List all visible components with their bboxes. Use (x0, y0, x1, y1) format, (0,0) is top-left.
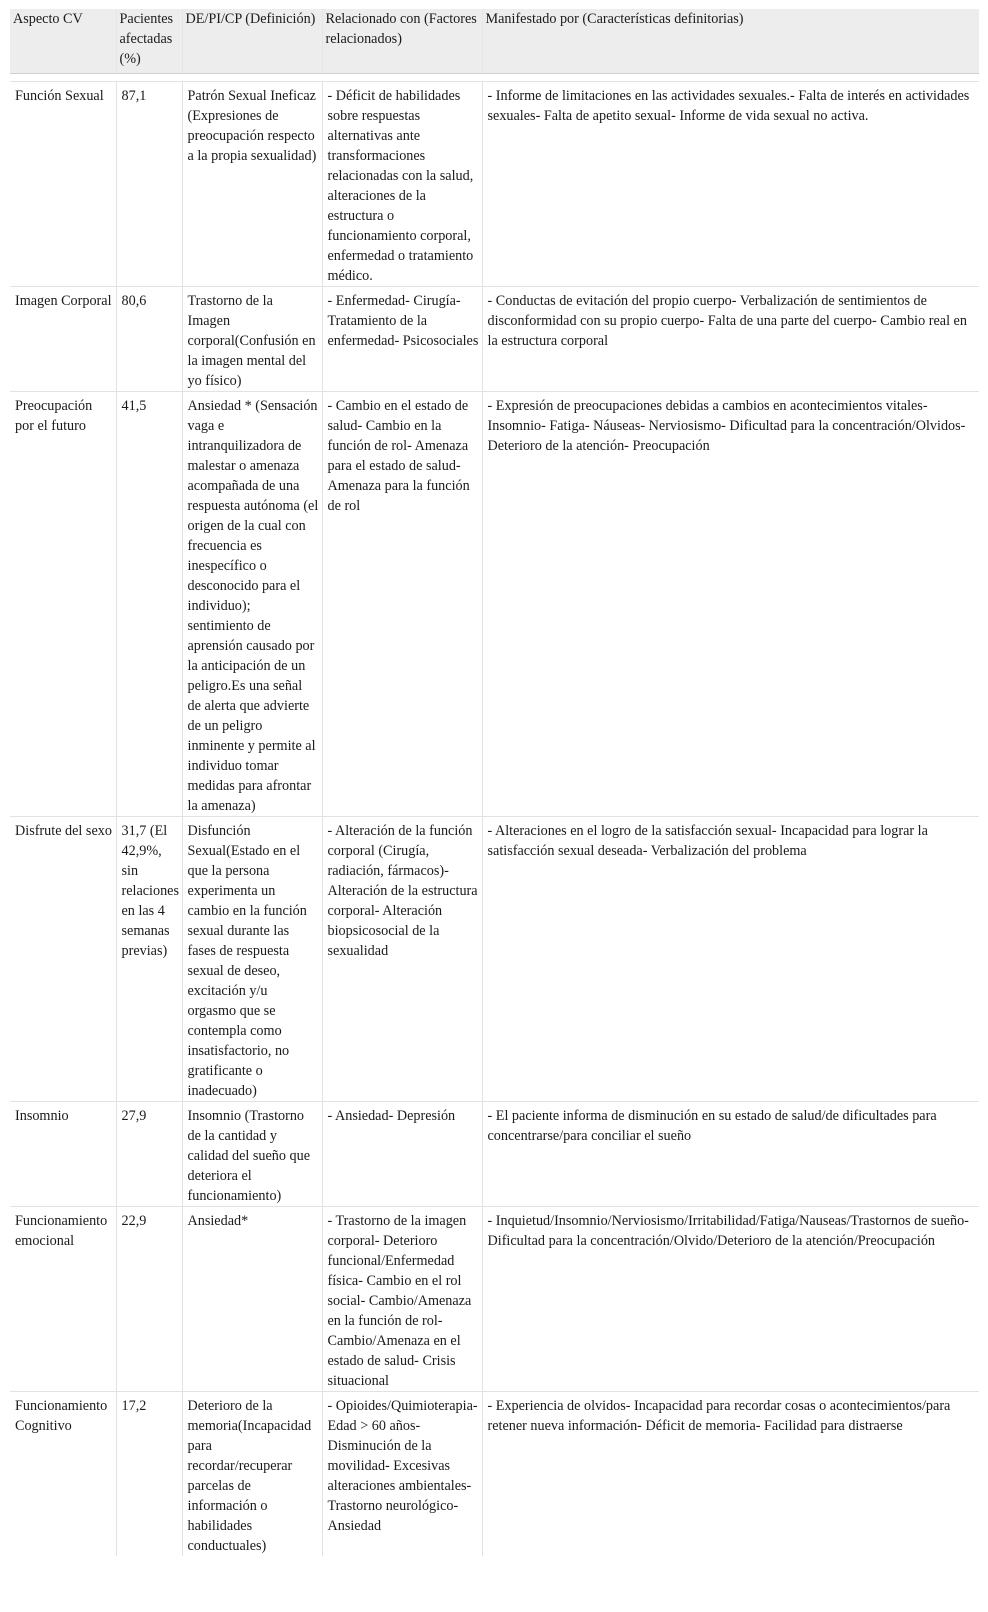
cell-related: - Déficit de habilidades sobre respuestas alternativas ante transformaciones relacionadas con la salud, alteraciones de la estructura o funcionamiento corporal, enfermedad o tratamiento médico. (322, 82, 482, 287)
cell-related: - Alteración de la función corporal (Cirugía, radiación, fármacos)- Alteración de la estructura corporal- Alteración biopsicosocial de la sexualidad (322, 817, 482, 1102)
cell-aspect: Funcionamiento emocional (10, 1207, 116, 1392)
cell-diagnosis: Insomnio (Trastorno de la cantidad y calidad del sueño que deteriora el funcionamiento) (182, 1102, 322, 1207)
spacer-row (10, 74, 979, 82)
header-diagnosis: DE/PI/CP (Definición) (182, 9, 322, 74)
cell-diagnosis: Ansiedad* (182, 1207, 322, 1392)
cell-related: - Ansiedad- Depresión (322, 1102, 482, 1207)
header-row (10, 9, 979, 74)
table-row (10, 392, 979, 817)
cell-percent: 17,2 (116, 1392, 182, 1557)
cell-manifested: - Expresión de preocupaciones debidas a cambios en acontecimientos vitales- Insomnio- Fatiga- Náuseas- Nerviosismo- Dificultad para la concentración/Olvidos- Deterioro de la atención- Preocupación (482, 392, 979, 817)
table-row (10, 82, 979, 287)
cell-related: - Cambio en el estado de salud- Cambio en la función de rol- Amenaza para el estado de salud- Amenaza para la función de rol (322, 392, 482, 817)
cell-aspect: Función Sexual (10, 82, 116, 287)
cell-percent: 22,9 (116, 1207, 182, 1392)
cell-manifested: - Informe de limitaciones en las actividades sexuales.- Falta de interés en actividades sexuales- Falta de apetito sexual- Informe de vida sexual no activa. (482, 82, 979, 287)
header-manifested: Manifestado por (Características definitorias) (482, 9, 979, 74)
cell-related: - Enfermedad- Cirugía- Tratamiento de la enfermedad- Psicosociales (322, 287, 482, 392)
cell-related: - Trastorno de la imagen corporal- Deterioro funcional/Enfermedad física- Cambio en el rol social- Cambio/Amenaza en la función de rol- Cambio/Amenaza en el estado de salud- Crisis situacional (322, 1207, 482, 1392)
cell-related: - Opioides/Quimioterapia- Edad > 60 años- Disminución de la movilidad- Excesivas alteraciones ambientales- Trastorno neurológico- Ansiedad (322, 1392, 482, 1557)
table-row (10, 1207, 979, 1392)
table-row (10, 1102, 979, 1207)
cell-percent: 31,7 (El 42,9%, sin relaciones en las 4 semanas previas) (116, 817, 182, 1102)
cell-aspect: Disfrute del sexo (10, 817, 116, 1102)
cell-manifested: - Inquietud/Insomnio/Nerviosismo/Irritabilidad/Fatiga/Nauseas/Trastornos de sueño- Dificultad para la concentración/Olvido/Deterioro de la atención/Preocupación (482, 1207, 979, 1392)
cell-diagnosis: Deterioro de la memoria(Incapacidad para recordar/recuperar parcelas de información o habilidades conductuales) (182, 1392, 322, 1557)
cell-aspect: Imagen Corporal (10, 287, 116, 392)
cell-manifested: - Experiencia de olvidos- Incapacidad para recordar cosas o acontecimientos/para retener nueva información- Déficit de memoria- Facilidad para distraerse (487, 1398, 951, 1434)
cell-aspect: Insomnio (10, 1102, 116, 1207)
cell-diagnosis: Trastorno de la Imagen corporal(Confusión en la imagen mental del yo físico) (182, 287, 322, 392)
cell-aspect: Preocupación por el futuro (10, 392, 116, 817)
cell-manifested: - Alteraciones en el logro de la satisfacción sexual- Incapacidad para lograr la satisfacción sexual deseada- Verbalización del problema (482, 817, 979, 1102)
table-body (10, 74, 979, 1557)
table-row (10, 287, 979, 392)
header-aspect: Aspecto CV (10, 9, 116, 74)
cell-percent: 87,1 (116, 82, 182, 287)
cell-percent: 27,9 (116, 1102, 182, 1207)
cell-diagnosis: Ansiedad * (Sensación vaga e intranquilizadora de malestar o amenaza acompañada de una respuesta autónoma (el origen de la cual con frecuencia es inespecífico o desconocido para el individuo); sentimiento de aprensión causado por la anticipación de un peligro.Es una señal de alerta que advierte de un peligro inminente y permite al individuo tomar medidas para afrontar la amenaza) (182, 392, 322, 817)
table-header (10, 9, 979, 74)
cell-percent: 80,6 (116, 287, 182, 392)
cell-manifested: - Conductas de evitación del propio cuerpo- Verbalización de sentimientos de disconformidad con su propio cuerpo- Falta de una parte del cuerpo- Cambio real en la estructura corporal (482, 287, 979, 392)
cell-aspect: Funcionamiento Cognitivo (10, 1392, 116, 1557)
header-percent: Pacientes afectadas (%) (116, 9, 182, 74)
cell-manifested: - El paciente informa de disminución en su estado de salud/de dificultades para concentrarse/para conciliar el sueño (482, 1102, 979, 1207)
cell-diagnosis: Disfunción Sexual(Estado en el que la persona experimenta un cambio en la función sexual durante las fases de respuesta sexual de deseo, excitación y/u orgasmo que se contempla como insatisfactorio, no gratificante o inadecuado) (182, 817, 322, 1102)
nursing-diagnosis-table (10, 9, 979, 1556)
cell-percent: 41,5 (116, 392, 182, 817)
header-related: Relacionado con (Factores relacionados) (322, 9, 482, 74)
cell-diagnosis: Patrón Sexual Ineficaz (Expresiones de preocupación respecto a la propia sexualidad) (182, 82, 322, 287)
table-row (10, 1392, 979, 1557)
table-row (10, 817, 979, 1102)
